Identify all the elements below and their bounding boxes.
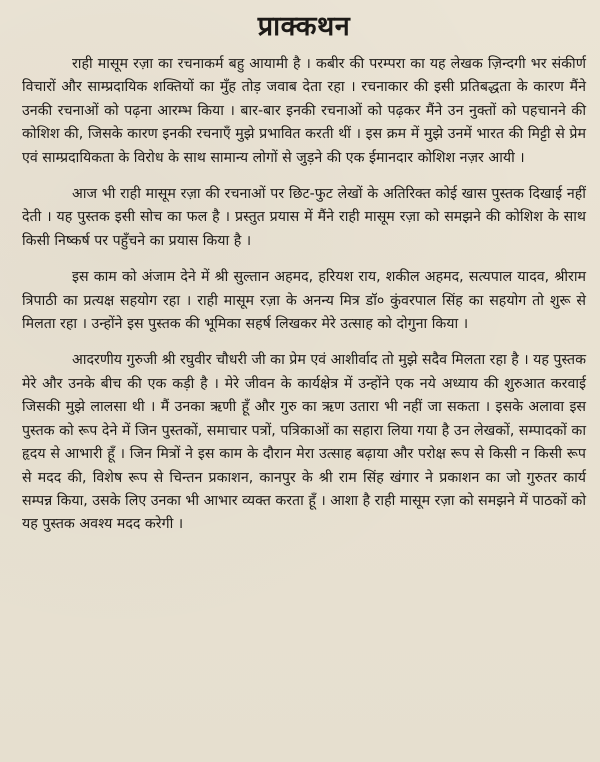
paragraph-1: राही मासूम रज़ा का रचनाकर्म बहु आयामी है । कबीर की परम्परा का यह लेखक ज़िन्दगी भर संकीर्ण विचारों और साम्प्रदायिक शक्तियों का मुँह तोड़ जवाब देता रहा । रचनाकार की इसी प्रतिबद्धता के कारण मैंने उनकी रचनाओं को पढ़ना आरम्भ किया । बार-बार इनकी रचनाओं को पढ़कर मैंने उन नुक्तों को पहचानने की कोशिश की, जिसके कारण इनकी रचनाएँ मुझे प्रभावित करती थीं । इस क्रम में मुझे उनमें भारत की मिट्टी से प्रेम एवं साम्प्रदायिकता के विरोध के साथ सामान्य लोगों से जुड़ने की एक ईमानदार कोशिश नज़र आयी । [22,56,586,166]
page-title: प्राक्कथन [257,11,351,42]
paragraph-4: आदरणीय गुरुजी श्री रघुवीर चौधरी जी का प्रेम एवं आशीर्वाद तो मुझे सदैव मिलता रहा है । यह पुस्तक मेरे और उनके बीच की एक कड़ी है । मेरे जीवन के कार्यक्षेत्र में उन्होंने एक नये अध्याय की शुरुआत करवाई जिसकी मुझे लालसा थी । मैं उनका ऋणी हूँ और गुरु का ऋण उतारा भी नहीं जा सकता । इसके अलावा इस पुस्तक को रूप देने में जिन पुस्तकों, समाचार पत्रों, पत्रिकाओं का सहारा लिया गया है उन लेखकों, सम्पादकों का हृदय से आभारी हूँ । जिन मित्रों ने इस काम के दौरान मेरा उत्साह बढ़ाया और परोक्ष रूप से किसी न किसी रूप से मदद की, विशेष रूप से चिन्तन प्रकाशन, कानपुर के श्री राम सिंह खंगार ने प्रकाशन का जो गुरुतर कार्य सम्पन्न किया, उसके लिए उनका भी आभार व्यक्त करता हूँ । आशा है राही मासूम रज़ा को समझने में पाठकों को यह पुस्तक अवश्य मदद करेगी । [22,352,586,533]
paragraph-2: आज भी राही मासूम रज़ा की रचनाओं पर छिट-फुट लेखों के अतिरिक्त कोई खास पुस्तक दिखाई नहीं देती । यह पुस्तक इसी सोच का फल है । प्रस्तुत प्रयास में मैंने राही मासूम रज़ा को समझने की कोशिश के साथ किसी निष्कर्ष पर पहुँचने का प्रयास किया है । [22,186,586,249]
paragraph-3: इस काम को अंजाम देने में श्री सुल्तान अहमद, हरियश राय, शकील अहमद, सत्यपाल यादव, श्रीराम त्रिपाठी का प्रत्यक्ष सहयोग रहा । राही मासूम रज़ा के अनन्य मित्र डॉ० कुंवरपाल सिंह का सहयोग तो शुरू से मिलता रहा । उन्होंने इस पुस्तक की भूमिका सहर्ष लिखकर मेरे उत्साह को दोगुना किया । [22,269,586,333]
